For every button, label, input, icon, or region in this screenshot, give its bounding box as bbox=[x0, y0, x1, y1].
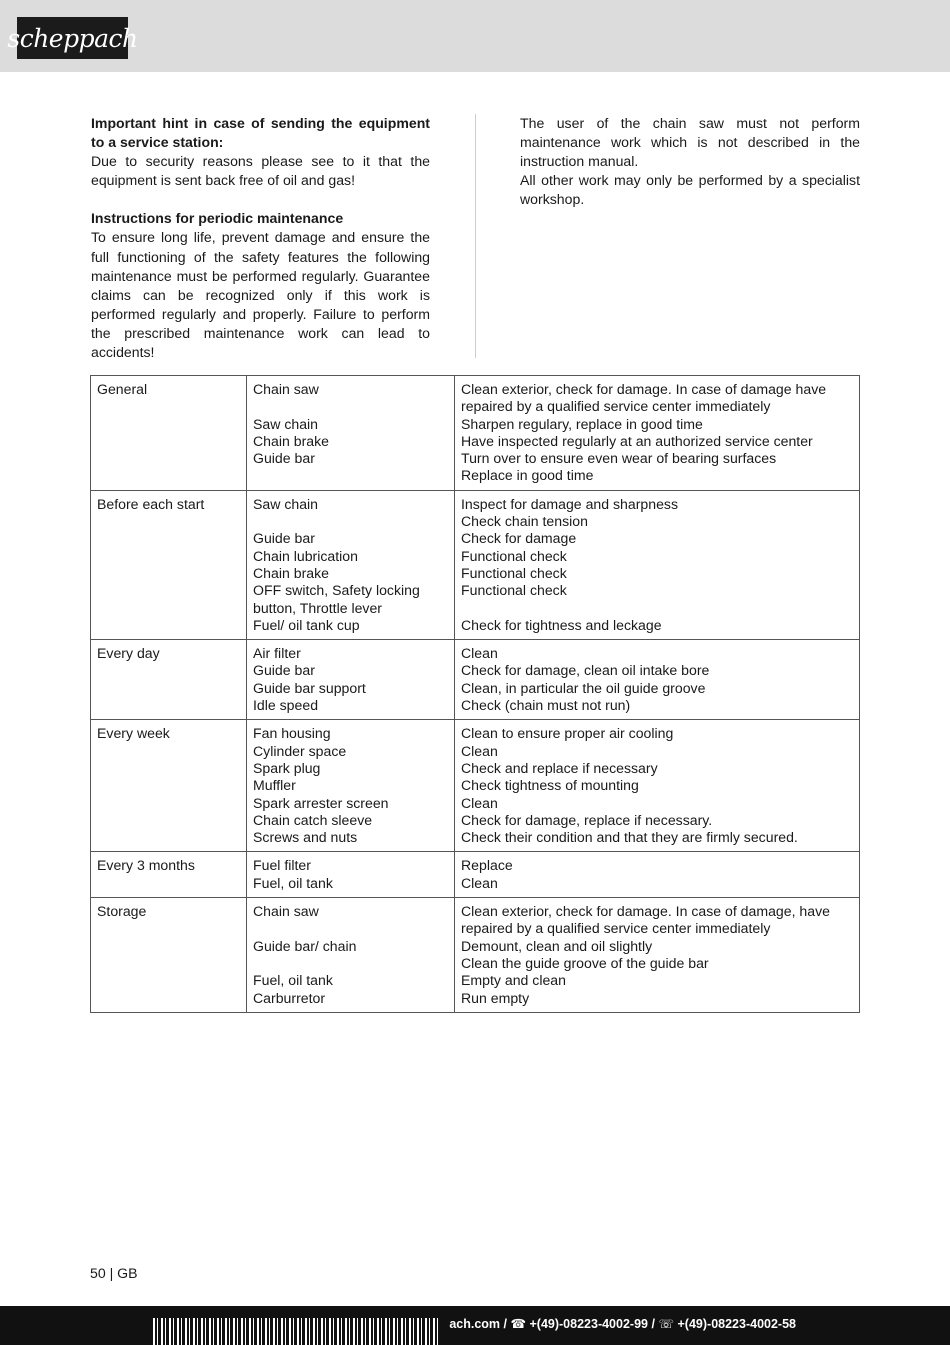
footer-contact: ach.com / ☎ +(49)-08223-4002-99 / ☏ +(49)-08223-4002-58 bbox=[449, 1317, 796, 1331]
table-row bbox=[91, 852, 860, 898]
user-restriction-text: The user of the chain saw must not perform maintenance work which is not described in the instruction manual. bbox=[520, 115, 860, 170]
right-column bbox=[520, 114, 860, 209]
left-column bbox=[91, 114, 430, 362]
spacer bbox=[91, 190, 430, 209]
maintenance-heading: Instructions for periodic maintenance bbox=[91, 210, 344, 227]
interval-cell: General bbox=[91, 376, 247, 491]
actions-cell: Replace Clean bbox=[455, 852, 860, 898]
scheppach-logo: scheppach bbox=[17, 17, 128, 59]
maintenance-table bbox=[90, 375, 860, 1013]
maintenance-body: To ensure long life, prevent damage and ensure the full functioning of the safety features the following maintenance must be performed regularly. Guarantee claims can be recognized only if this work is performed regularly and properly. Failure to perform the prescribed maintenance work can lead to accidents! bbox=[91, 229, 430, 361]
interval-cell: Every day bbox=[91, 640, 247, 720]
parts-cell: Chain saw Saw chain Chain brake Guide bar bbox=[247, 376, 455, 491]
page-number: 50 | GB bbox=[90, 1265, 138, 1281]
actions-cell: Inspect for damage and sharpness Check chain tension Check for damage Functional check Functional check Functional check Check for tightness and leckage bbox=[455, 490, 860, 639]
actions-cell: Clean to ensure proper air cooling Clean Check and replace if necessary Check tightness of mounting Clean Check for damage, replace if necessary. Check their condition and that they are firmly secured. bbox=[455, 720, 860, 852]
actions-cell: Clean Check for damage, clean oil intake bore Clean, in particular the oil guide groove Check (chain must not run) bbox=[455, 640, 860, 720]
table-row bbox=[91, 490, 860, 639]
workshop-text: All other work may only be performed by a specialist workshop. bbox=[520, 172, 860, 208]
actions-cell: Clean exterior, check for damage. In case of damage, have repaired by a qualified service center immediately Demount, clean and oil slightly Clean the guide groove of the guide bar Empty and clean Run empty bbox=[455, 898, 860, 1013]
table-row bbox=[91, 898, 860, 1013]
header-band bbox=[0, 0, 950, 72]
table-row bbox=[91, 376, 860, 491]
actions-cell: Clean exterior, check for damage. In case of damage have repaired by a qualified service center immediately Sharpen regulary, replace in good time Have inspected regularly at an authorized service center Turn over to ensure even wear of bearing surfaces Replace in good time bbox=[455, 376, 860, 491]
table-row bbox=[91, 720, 860, 852]
column-divider bbox=[475, 114, 476, 358]
parts-cell: Saw chain Guide bar Chain lubrication Chain brake OFF switch, Safety locking button, Throttle lever Fuel/ oil tank cup bbox=[247, 490, 455, 639]
barcode-graphic bbox=[153, 1318, 441, 1345]
interval-cell: Before each start bbox=[91, 490, 247, 639]
hint-body: Due to security reasons please see to it that the equipment is sent back free of oil and gas! bbox=[91, 153, 430, 189]
hint-heading: Important hint in case of sending the equipment to a service station: bbox=[91, 115, 430, 151]
interval-cell: Storage bbox=[91, 898, 247, 1013]
parts-cell: Fan housing Cylinder space Spark plug Muffler Spark arrester screen Chain catch sleeve Screws and nuts bbox=[247, 720, 455, 852]
table-row bbox=[91, 640, 860, 720]
parts-cell: Chain saw Guide bar/ chain Fuel, oil tank Carburretor bbox=[247, 898, 455, 1013]
footer-band bbox=[0, 1306, 950, 1345]
parts-cell: Fuel filter Fuel, oil tank bbox=[247, 852, 455, 898]
interval-cell: Every 3 months bbox=[91, 852, 247, 898]
parts-cell: Air filter Guide bar Guide bar support Idle speed bbox=[247, 640, 455, 720]
interval-cell: Every week bbox=[91, 720, 247, 852]
